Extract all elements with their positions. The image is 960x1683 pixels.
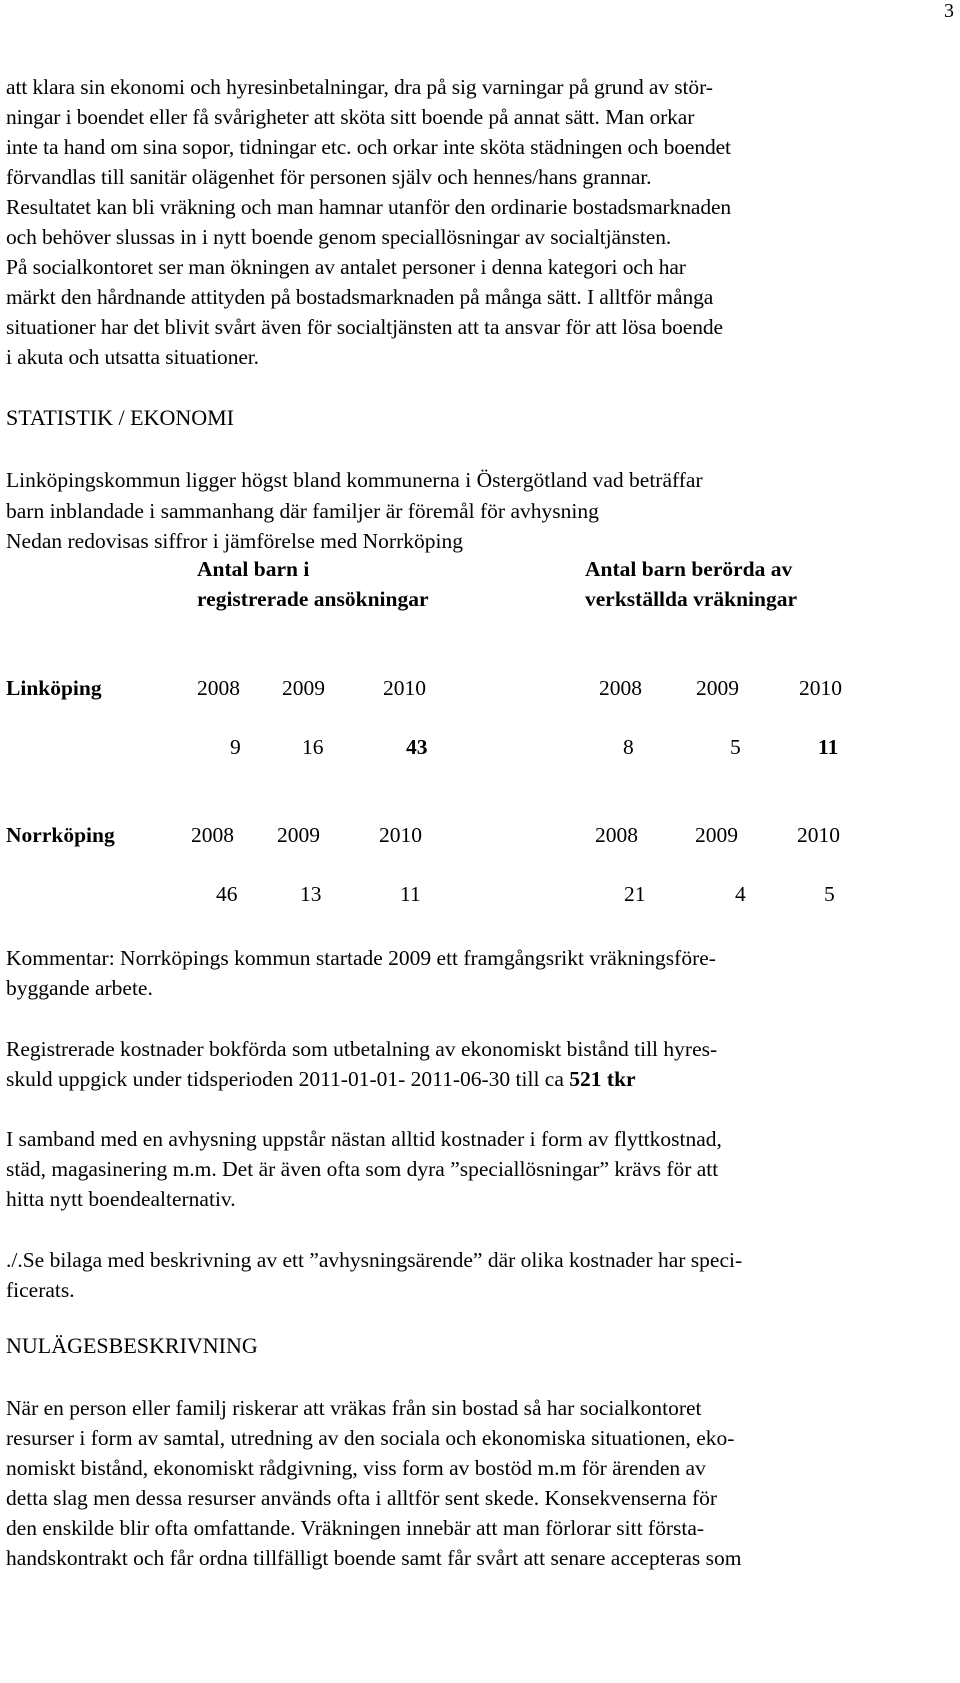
para1-line-2: ningar i boendet eller få svårigheter att sköta sitt boende på annat sätt. Man orkar (6, 105, 695, 129)
para5-line-4: detta slag men dessa resurser används ofta i alltför sent skede. Konsekvenserna för (6, 1486, 718, 1510)
para1-line-5: Resultatet kan bli vräkning och man hamnar utanför den ordinarie bostadsmarknaden (6, 195, 732, 219)
para5-line-2: resurser i form av samtal, utredning av den sociala och ekonomiska situationen, eko- (6, 1426, 735, 1450)
para1-line-4: förvandlas till sanitär olägenhet för personen själv och hennes/hans grannar. (6, 165, 652, 189)
para2-line-1: Linköpingskommun ligger högst bland kommunerna i Östergötland vad beträffar (6, 468, 703, 492)
para1-line-7: På socialkontoret ser man ökningen av antalet personer i denna kategori och har (6, 255, 686, 279)
para1-line-1: att klara sin ekonomi och hyresinbetalningar, dra på sig varningar på grund av stör- (6, 75, 713, 99)
para5-line-3: nomiskt bistånd, ekonomiskt rådgivning, viss form av bostöd m.m för ärenden av (6, 1456, 706, 1480)
year-cell: 2010 (379, 823, 422, 847)
col1-header-line-2: registrerade ansökningar (197, 587, 429, 611)
year-cell: 2009 (696, 676, 739, 700)
year-cell: 2009 (277, 823, 320, 847)
value-cell: 5 (730, 735, 741, 759)
row-name-linkoping: Linköping (6, 676, 102, 700)
para3-line-1: I samband med en avhysning uppstår nästan alltid kostnader i form av flyttkostnad, (6, 1127, 722, 1151)
value-cell: 21 (624, 882, 646, 906)
value-cell: 46 (216, 882, 238, 906)
value-cell: 8 (623, 735, 634, 759)
comment-line-2: byggande arbete. (6, 976, 153, 1000)
value-cell: 43 (406, 735, 428, 759)
value-cell: 11 (400, 882, 421, 906)
heading-nulagesbeskrivning: NULÄGESBESKRIVNING (6, 1333, 258, 1358)
value-cell: 13 (300, 882, 322, 906)
para5-line-5: den enskilde blir ofta omfattande. Vräkningen innebär att man förlorar sitt första- (6, 1516, 705, 1540)
para1-line-6: och behöver slussas in i nytt boende genom speciallösningar av socialtjänsten. (6, 225, 672, 249)
para2-line-3: Nedan redovisas siffror i jämförelse med Norrköping (6, 529, 463, 553)
comment-line-1: Kommentar: Norrköpings kommun startade 2009 ett framgångsrikt vräkningsföre- (6, 946, 716, 970)
year-cell: 2010 (383, 676, 426, 700)
costs-amount: 521 tkr (569, 1067, 636, 1091)
para1-line-8: märkt den hårdnande attityden på bostadsmarknaden på många sätt. I alltför många (6, 285, 714, 309)
year-cell: 2008 (191, 823, 234, 847)
para5-line-6: handskontrakt och får ordna tillfälligt boende samt får svårt att senare accepteras som (6, 1546, 742, 1570)
col2-header-line-1: Antal barn berörda av (585, 557, 793, 581)
para3-line-2: städ, magasinering m.m. Det är även ofta som dyra ”speciallösningar” krävs för att (6, 1157, 719, 1181)
value-cell: 16 (302, 735, 324, 759)
para4-line-2: ficerats. (6, 1278, 75, 1302)
col1-header-line-1: Antal barn i (197, 557, 310, 581)
costs-line-2 (6, 1064, 636, 1094)
year-cell: 2010 (797, 823, 840, 847)
para2-line-2: barn inblandade i sammanhang där familjer är föremål för avhysning (6, 499, 599, 523)
year-cell: 2010 (799, 676, 842, 700)
para1-line-10: i akuta och utsatta situationer. (6, 345, 259, 369)
value-cell: 5 (824, 882, 835, 906)
para3-line-3: hitta nytt boendealternativ. (6, 1187, 236, 1211)
year-cell: 2008 (197, 676, 240, 700)
para5-line-1: När en person eller familj riskerar att vräkas från sin bostad så har socialkontoret (6, 1396, 702, 1420)
year-cell: 2008 (595, 823, 638, 847)
row-name-norrkoping: Norrköping (6, 823, 115, 847)
year-cell: 2009 (282, 676, 325, 700)
heading-statistik: STATISTIK / EKONOMI (6, 405, 235, 430)
costs-text: skuld uppgick under tidsperioden 2011-01-01- 2011-06-30 till ca (6, 1067, 570, 1091)
year-cell: 2008 (599, 676, 642, 700)
para1-line-3: inte ta hand om sina sopor, tidningar etc. och orkar inte sköta städningen och boendet (6, 135, 731, 159)
para4-line-1: ./.Se bilaga med beskrivning av ett ”avhysningsärende” där olika kostnader har speci- (6, 1248, 743, 1272)
page-number: 3 (944, 0, 954, 22)
col2-header-line-2: verkställda vräkningar (585, 587, 798, 611)
value-cell: 9 (230, 735, 241, 759)
costs-line-1: Registrerade kostnader bokförda som utbetalning av ekonomiskt bistånd till hyres- (6, 1037, 718, 1061)
value-cell: 4 (735, 882, 746, 906)
year-cell: 2009 (695, 823, 738, 847)
value-cell: 11 (818, 735, 839, 759)
para1-line-9: situationer har det blivit svårt även för socialtjänsten att ta ansvar för att lösa boende (6, 315, 723, 339)
